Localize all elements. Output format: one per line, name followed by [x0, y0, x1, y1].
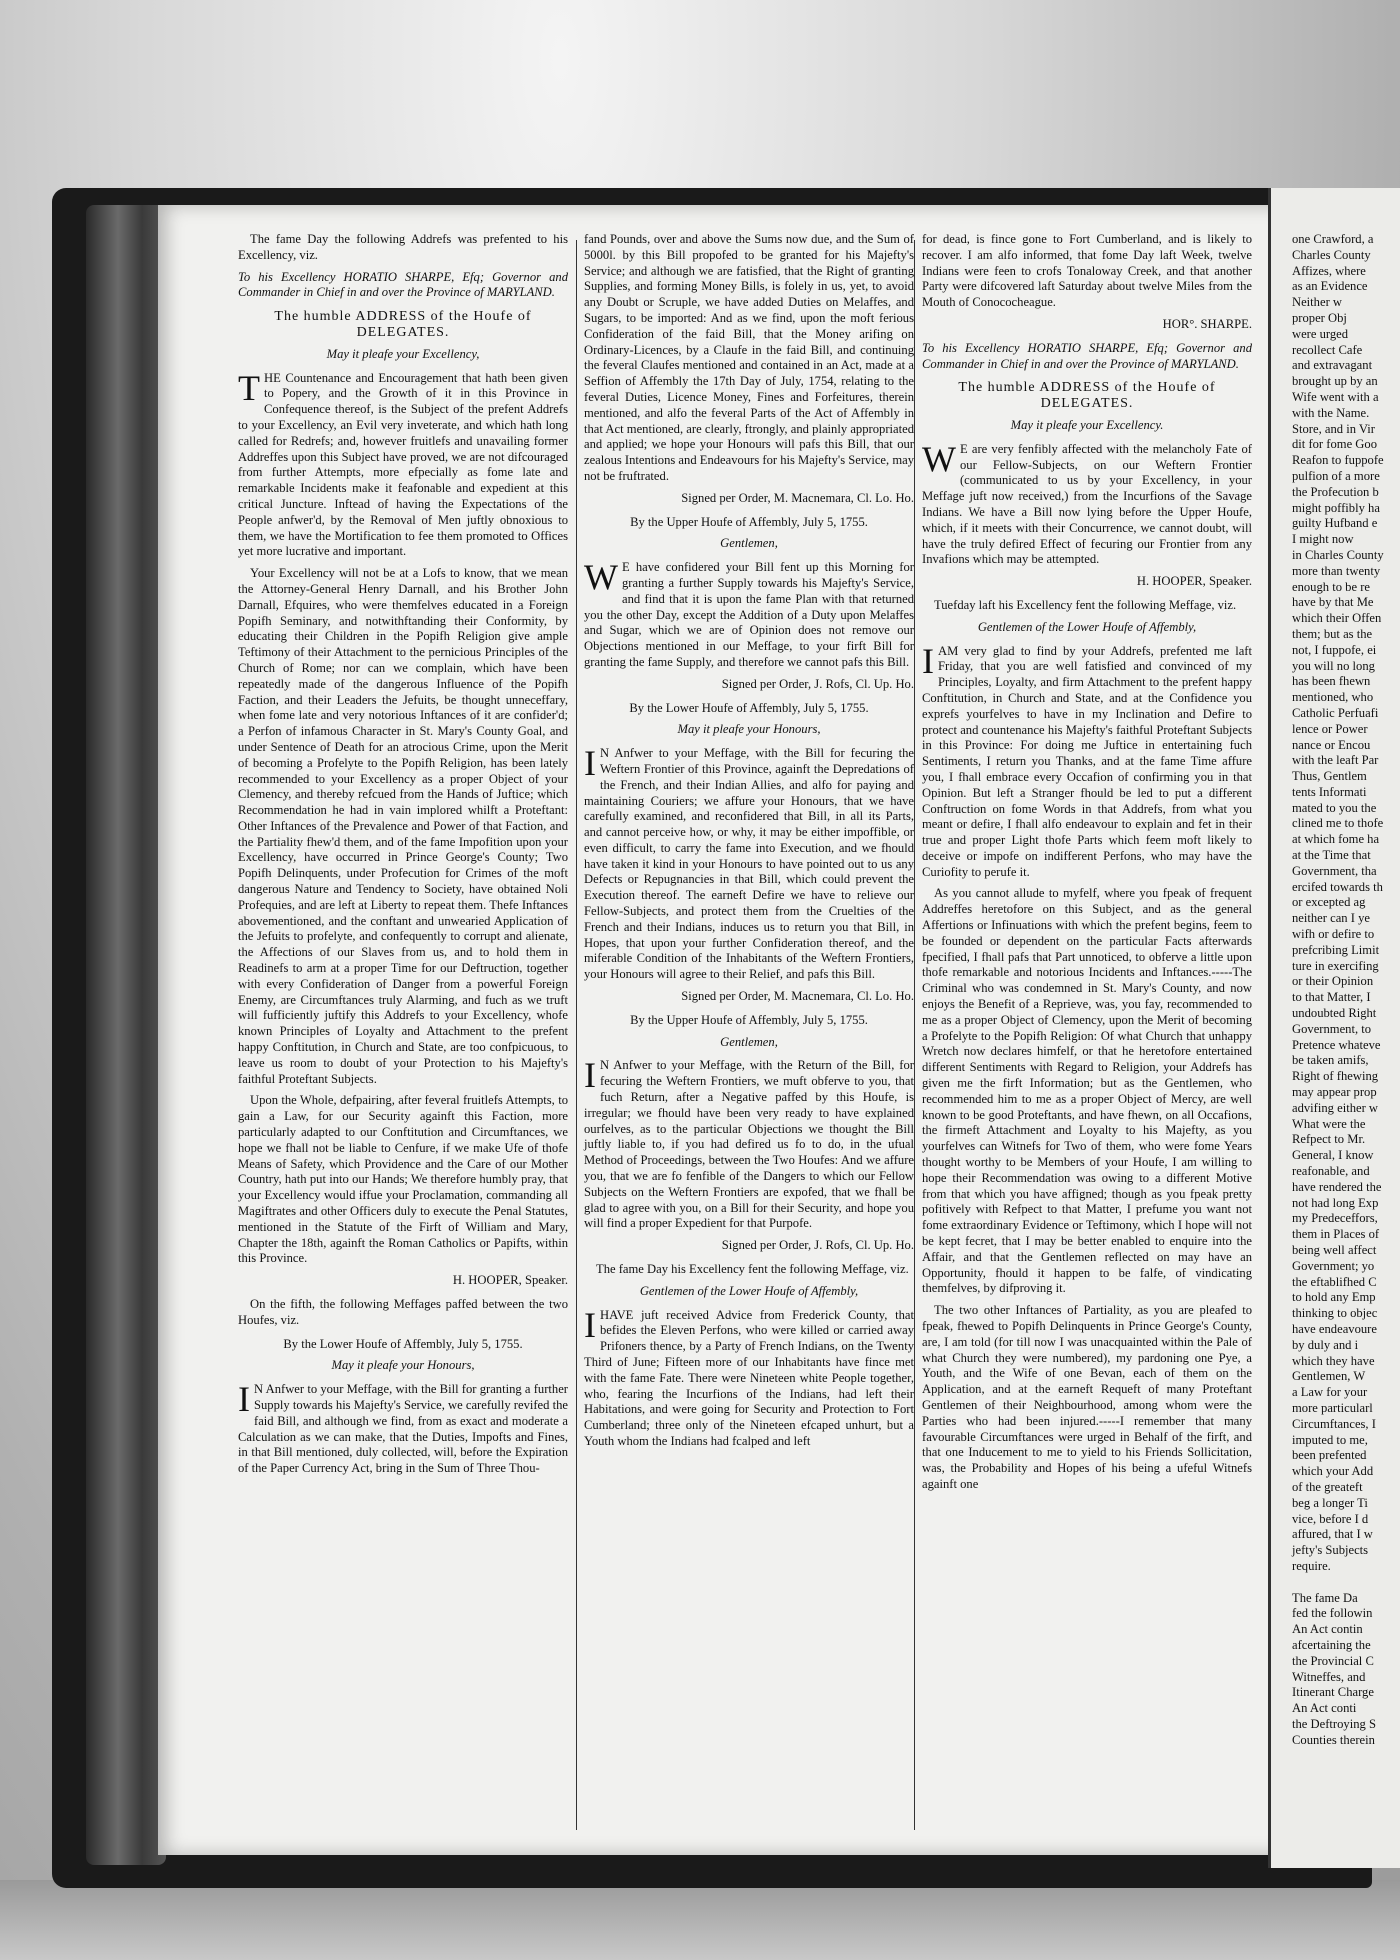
facing-page-line: recollect Cafe: [1292, 342, 1363, 357]
drop-cap: I: [922, 640, 934, 681]
facing-page-line: have by that Me: [1292, 595, 1374, 610]
facing-page-line: ture in exercifing: [1292, 958, 1379, 973]
facing-page-line: Government; yo: [1292, 1258, 1375, 1273]
facing-page-line: Neither w: [1292, 295, 1343, 310]
signature: H. HOOPER, Speaker.: [452, 1273, 568, 1288]
facing-page-line: of the greateft: [1292, 1479, 1363, 1494]
paragraph: I N Anfwer to your Meffage, with the Bill for fecuring the Weftern Frontier of this Province, againft the Depredations of the French, and their Indian Allies, and alfo for paying and maintaining Couriers; we affure your Honours, that we have carefully examined, and reconfidered that Bill, in all its Parts, and cannot perceive how, or why, it may be either impoffible, or even difficult, to carry the fame into Execution, and we fhould have taken it kind in your Honours to have pointed out to us any Defects or Repugnancies in that Bill, which could prevent the Execution thereof. The earneft Defire we have to relieve our Fellow-Subjects, and protect them from the Cruelties of the French and their Indians, induces us to return you that Bill, in Hopes, that upon your further Confideration thereof, and the miferable Condition of the Inhabitants of the Weftern Frontiers, your Honours will agree to their Relief, and pafs this Bill.: [584, 743, 914, 982]
facing-page-line: require.: [1292, 1558, 1331, 1573]
signature: H. HOOPER, Speaker.: [1136, 574, 1252, 589]
drop-cap: I: [584, 1055, 596, 1096]
signature: Signed per Order, M. Macnemara, Cl. Lo. Ho.: [681, 490, 914, 505]
facing-page-line: with the Name.: [1292, 405, 1370, 420]
scan-bottom-shadow: [0, 1880, 1400, 1960]
facing-page-line: or their Opinion: [1292, 974, 1374, 989]
drop-cap: W: [922, 438, 956, 479]
paragraph: Your Excellency will not be at a Lofs to know, that we mean the Attorney-General Henry Darnall, and his Brother John Darnall, Efquires, who were themfelves educated in a Foreign Popifh Seminary, and notwithftanding their Conformity, by educating their Children in the Popifh Religion give ample Teftimony of their Attachment to the pernicious Principles of the Church of Rome; nor can we complain, which have been repeatedly made of the dangerous Influence of the Popifh Faction, and their Leaders the Jefuits, be thought unneceffary, when fome late and very notorious Inftances of it are confider'd; a Perfon of infamous Character in St. Mary's County Goal, and under Sentence of Death for an atrocious Crime, upon the Merit of becoming a Profelyte to the Popifh Religion, has been lately recommended to your Excellency as a proper Object of your Clemency, and thereby refcued from the Hands of Juftice; which Recommendation he had in vain implored whilft a Proteftant: Other Inftances of the Prevalence and Power of that Faction, and the Partiality fhew'd them, and of the fame Impofition upon your Excellency, have occurred in Prince George's County; Two Popifh Delinquents, under Profecution for Crimes of the moft dangerous Nature and Tendency to Society, have obtained Noli Profequies, and are left at Liberty to repeat them. Thefe Inftances abovementioned, and the conftant and unwearied Application of the Jefuits to profelyte, and confequently to corrupt and alienate, the Affections of our Slaves from us, and to hold them in Readinefs to arm at a proper Time for our Deftruction, together with every Confideration of Danger from a powerful Foreign Enemy, are Circumftances truly Alarming, and fuch as we truft will fufficiently juftify this Addrefs to your Excellency, whofe known Principles of Loyalty and Attachment to the prefent happy Conftitution, in Church and State, are too confpicuous, to leave us room to doubt of your Protection to his Majefty's faithful Proteftant Subjects.: [238, 566, 568, 1086]
paragraph: THE Countenance and Encouragement that hath been given to Popery, and the Growth of it in this Province in Confequence thereof, is the Subject of the prefent Addrefs to your Excellency, an Evil very inveterate, and which hath long called for Redrefs; and, however fruitlefs and unavailing former Addreffes upon this Subject have proved, we are not difcouraged from further Attempts, more efpecially as fome late and remarkable Incidents make it feafonable and expedient at this critical Juncture. Inftead of having the Expectations of the People anfwer'd, by the Removal of Men juftly obnoxious to them, we have the Mortification to fee them promoted to Offices yet more lucrative and important.: [238, 367, 568, 559]
facing-page-line: which their Offen: [1292, 611, 1382, 626]
facing-page-line: Catholic Perfuafi: [1292, 705, 1379, 720]
column-3: [922, 232, 1252, 1499]
paragraph: On the fifth, the following Meffages paffed between the two Houfes, viz.: [238, 1297, 568, 1327]
facing-page-line: enough to be re: [1292, 579, 1370, 594]
paragraph: I N Anfwer to your Meffage, with the Return of the Bill, for fecuring the Weftern Frontiers, we muft obferve to you, that fuch Return, after a Negative paffed by this Houfe, is irregular; we fhould have been very ready to have explained ourfelves, as to the particular Objections we thought the Bill juftly liable to, if you had defired us fo to do, in the ufual Method of Proceedings, between the Two Houfes: And we affure you, that we are fo fenfible of the Dangers to which our Fellow Subjects on the Weftern Frontiers are expofed, that we fhall be glad to agree with you, on a Bill for their Security, and hope you will find a proper Expedient for that Purpofe.: [584, 1055, 914, 1231]
facing-page-line: Store, and in Vir: [1292, 421, 1375, 436]
intro-text: The fame Day the following Addrefs was prefented to his Excellency, viz.: [238, 232, 568, 262]
facing-page-line: have rendered the: [1292, 1179, 1382, 1194]
facing-page-line: imputed to me,: [1292, 1432, 1368, 1447]
facing-page-line: tents Informati: [1292, 784, 1367, 799]
salutation: May it pleafe your Honours,: [331, 1358, 475, 1373]
facing-page-line: Government, to: [1292, 1021, 1372, 1036]
facing-page-line: by duly and i: [1292, 1337, 1359, 1352]
facing-page-line: the Provincial C: [1292, 1653, 1374, 1668]
facing-page-line: An Act contin: [1292, 1622, 1363, 1637]
facing-page-line: fed the followin: [1292, 1606, 1373, 1621]
salutation: Gentlemen of the Lower Houfe of Affembly,: [977, 619, 1197, 634]
paragraph: I N Anfwer to your Meffage, with the Bill for granting a further Supply towards his Majefty's Service, we carefully revifed the faid Bill, and although we find, from as exact and moderate a Calculation as we can make, that the Duties, Impofts and Fines, in that Bill mentioned, duly collected, will, before the Expiration of the Paper Currency Act, bring in the Sum of Three Thou-: [238, 1379, 568, 1476]
facing-page-line: prefcribing Limit: [1292, 942, 1380, 957]
salutation: May it pleafe your Excellency,: [326, 346, 480, 361]
address-to-line: To his Excellency HORATIO SHARPE, Efq; Governor and Commander in Chief in and over the Province of MARYLAND.: [922, 340, 1252, 371]
facing-page-line: General, I know: [1292, 1148, 1374, 1163]
facing-page-line: been prefented: [1292, 1448, 1367, 1463]
facing-page-line: neither can I ye: [1292, 911, 1370, 926]
facing-page-line: as an Evidence: [1292, 279, 1368, 294]
facing-page-line: undoubted Right: [1292, 1006, 1377, 1021]
signature: Signed per Order, J. Rofs, Cl. Up. Ho.: [721, 1238, 914, 1253]
salutation: May it pleafe your Excellency.: [1010, 417, 1164, 432]
facing-page-line: lence or Power: [1292, 721, 1368, 736]
facing-page-line: in Charles County: [1292, 547, 1384, 562]
facing-page-line: to hold any Emp: [1292, 1290, 1376, 1305]
facing-page-line: guilty Hufband e: [1292, 516, 1378, 531]
salutation: Gentlemen of the Lower Houfe of Affembly,: [639, 1283, 859, 1298]
drop-cap: T: [238, 367, 260, 408]
signature: HOR°. SHARPE.: [1162, 316, 1252, 331]
facing-page-text: [1292, 232, 1400, 1749]
byline: By the Upper Houfe of Affembly, July 5, 1755.: [630, 1012, 868, 1027]
salutation: May it pleafe your Honours,: [677, 722, 821, 737]
facing-page-line: may appear prop: [1292, 1085, 1377, 1100]
facing-page-line: beg a longer Ti: [1292, 1495, 1368, 1510]
facing-page-line: Government, tha: [1292, 863, 1377, 878]
paragraph: The two other Inftances of Partiality, as you are pleafed to fpeak, fhewed to Popifh Delinquents in Prince George's County, are, I am told (for till now I was unacquainted within the Pale of what Church they were numbered), my pardoning one Pye, a Youth, and the Wife of one Bevan, each of them on the Application, and at the earneft Requeft of many Proteftant Gentlemen of their Neighbourhood, among whom were the Parties who had been injured.-----I remember that many favourable Circumftances were urged in Behalf of the firft, and that one Inducement to me to yield to his Friends Sollicitation, was, the Probability and Hopes of his being a ufeful Witnefs againft one: [922, 1303, 1252, 1491]
facing-page-line: being well affect: [1292, 1243, 1377, 1257]
facing-page-line: or excepted ag: [1292, 895, 1366, 910]
facing-page-line: nance or Encou: [1292, 737, 1371, 752]
facing-page-line: mentioned, who: [1292, 690, 1374, 705]
facing-page-line: to that Matter, I: [1292, 990, 1371, 1005]
facing-page-line: were urged: [1292, 326, 1349, 341]
paragraph: Tuefday laft his Excellency fent the following Meffage, viz.: [934, 597, 1237, 612]
facing-page-line: Right of fhewing: [1292, 1069, 1379, 1084]
column-2: [584, 232, 914, 1456]
facing-page-line: proper Obj: [1292, 310, 1347, 325]
salutation: Gentlemen,: [720, 1034, 778, 1049]
facing-page-line: I might now: [1292, 532, 1354, 547]
facing-page-line: mated to you the: [1292, 800, 1377, 815]
facing-page-line: advifing either w: [1292, 1100, 1379, 1115]
facing-page-line: not, I fuppofe, ei: [1292, 642, 1377, 657]
book-page-edges: [86, 205, 166, 1865]
facing-page-line: has been fhewn: [1292, 674, 1371, 689]
paragraph: IHAVE juft received Advice from Frederick County, that befides the Eleven Perfons, who were killed or carried away Prifoners thence, by a Party of French Indians, on the Twenty Third of June; Fifteen more of our Inhabitants have fince met with the fame Fate. There were Nineteen white People together, who, fearing the Incurfions of the Indians, had left their Habitations, and were going for Security and Protection to Fort Cumberland; three only of the Nineteen efcaped unhurt, but a Youth whom the Indians had fcalped and left: [584, 1304, 914, 1448]
paragraph: fand Pounds, over and above the Sums now due, and the Sum of 5000l. by this Bill propofed to be granted for his Majefty's Service; and although we are fatisfied, that the Right of granting Supplies, and forming Money Bills, is folely in us, yet, to avoid any Doubt or Scruple, we have added Duties on Melaffes, and Sugars, to be imported: And as we find, upon the moft ferious Confideration of the faid Bill, that the Money arifing on Ordinary-Licences, by a Claufe in the faid Bill, and continuing the feveral Claufes mentioned and contained in an Act, made at a Seffion of Affembly the 17th Day of July, 1754, relating to the feveral Duties, Licence Money, Fines and Forfeitures, therein mentioned, and alfo the feveral Parts of the Act of Affembly in that Act mentioned, are clearly, ftrongly, and plainly appropriated and applied; we hope your Honours will pafs this Bill, that our zealous Intentions and Endeavours for his Majefty's Service, may not be fruftrated.: [584, 232, 914, 483]
drop-cap: I: [584, 1304, 596, 1345]
facing-page-line: a Law for your: [1292, 1385, 1368, 1400]
facing-page-line: have endeavoure: [1292, 1321, 1377, 1336]
address-heading: The humble ADDRESS of the Houfe of DELEGATES.: [958, 380, 1216, 412]
facing-page-line: affured, that I w: [1292, 1527, 1373, 1542]
drop-cap: W: [584, 557, 618, 598]
paragraph: W E are very fenfibly affected with the melancholy Fate of our Fellow-Subjects, on our Weftern Frontier (communicated to us by your Excellency, in your Meffage juft now received,) from the Incurfions of the Savage Indians. We have a Bill now lying before the Upper Houfe, which, if it meets with their Concurrence, we cannot doubt, will have the truly defired Effect of fecuring our Frontier from any Invafions which may be attempted.: [922, 438, 1252, 567]
facing-page-line: [1292, 1575, 1400, 1591]
address-heading: The humble ADDRESS of the Houfe of DELEGATES.: [274, 309, 532, 340]
facing-page-line: Counties therein: [1292, 1732, 1375, 1747]
facing-page-line: vice, before I d: [1292, 1511, 1369, 1526]
byline: By the Lower Houfe of Affembly, July 5, 1755.: [283, 1336, 523, 1351]
paragraph: for dead, is fince gone to Fort Cumberland, and is likely to recover. I am alfo informed, that fome Day laft Week, twelve Indians were feen to crofs Tonaloway Creek, and that another Party were difcovered laft Saturday about twelve Miles from the Mouth of Conococheague.: [922, 232, 1252, 310]
facing-page-line: more than twenty: [1292, 563, 1381, 578]
facing-page-line: one Crawford, a: [1292, 232, 1374, 246]
facing-page-line: The fame Da: [1292, 1590, 1358, 1605]
drop-cap: I: [584, 743, 596, 784]
facing-page-line: Pretence whateve: [1292, 1037, 1381, 1052]
facing-page-line: reafonable, and: [1292, 1164, 1370, 1179]
signature: Signed per Order, M. Macnemara, Cl. Lo. Ho.: [681, 989, 914, 1004]
facing-page-line: Charles County: [1292, 247, 1371, 262]
facing-page-line: An Act conti: [1292, 1701, 1357, 1716]
facing-page-line: them in Places of: [1292, 1227, 1380, 1242]
facing-page-line: What were the: [1292, 1116, 1366, 1131]
facing-page-line: Gentlemen, W: [1292, 1369, 1366, 1384]
facing-page-line: the Profecution b: [1292, 484, 1379, 499]
facing-page-line: Affizes, where: [1292, 263, 1366, 278]
facing-page-line: brought up by an: [1292, 374, 1378, 389]
facing-page-line: jefty's Subjects: [1292, 1543, 1369, 1558]
column-rule: [914, 240, 915, 1830]
facing-page-line: more particularl: [1292, 1400, 1373, 1415]
facing-page-line: Witneffes, and: [1292, 1669, 1366, 1684]
paragraph: As you cannot allude to myfelf, where you fpeak of frequent Addreffes heretofore on this Subject, and as the general Affertions or Infinuations with which the prefent begins, feem to be founded or dependent on the particular Facts afterwards fpecified, I fhall pafs that Part unnoticed, to obferve a little upon thofe remarkable and notorious Incidents and Inftances.-----The Criminal who was condemned in St. Mary's County, and now enjoys the Benefit of a Reprieve, was, you fay, recommended to me as a proper Object of Clemency, upon the Merit of becoming a Profelyte to the Popifh Religion: Of what Church that unhappy Wretch now declares himfelf, or that he heretofore entertained different Sentiments with Regard to Religion, your Addrefs has given me the firft Information; but as the Gentlemen, who recommended him to me as a proper Object of Mercy, are well known to be good Proteftants, and have fhewn, on all Occafions, the firmeft Attachment and Loyalty to his Majefty, as you yourfelves can Witnefs for Two of them, who were fome Years thought worthy to be Members of your Houfe, I am willing to hope their Recommendation was owing to a different Motive from that which you have affigned; though as you fpeak pretty pofitively with Refpect to that Matter, I prefume you want not fome extraordinary Evidence or Teftimony, which I hope will not be kept fecret, that I may be better enabled to enquire into the Affair, and that the Gentlemen reflected on may have an Opportunity, fhould it happen to be falfe, of vindicating themfelves, by difproving it.: [922, 886, 1252, 1296]
facing-page-line: Wife went with a: [1292, 389, 1379, 404]
salutation: Gentlemen,: [720, 536, 778, 551]
facing-page-line: at which fome ha: [1292, 832, 1380, 847]
facing-page-line: might poffibly ha: [1292, 500, 1380, 515]
paragraph: W E have confidered your Bill fent up this Morning for granting a further Supply towards his Majefty's Service, and find that it is upon the fame Plan with that returned you the other Day, except the Addition of a Duty upon Melaffes and Sugar, which we are of Opinion does not remove our Objections mentioned in our Meffage, to your firft Bill for granting the fame Supply, and therefore we cannot pafs this Bill.: [584, 557, 914, 669]
facing-page-line: which your Add: [1292, 1464, 1374, 1479]
facing-page-line: and extravagant: [1292, 358, 1373, 373]
facing-page-line: which they have: [1292, 1353, 1375, 1368]
facing-page-line: the Deftroying S: [1292, 1716, 1376, 1731]
facing-page-line: be taken amifs,: [1292, 1053, 1369, 1068]
facing-page-line: pulfion of a more: [1292, 468, 1380, 483]
paragraph: The fame Day his Excellency fent the following Meffage, viz.: [596, 1262, 909, 1277]
facing-page-line: afcertaining the: [1292, 1637, 1371, 1652]
paragraph: IAM very glad to find by your Addrefs, prefented me laft Friday, that you are well fatisfied and convinced of my Principles, Loyalty, and firm Attachment to the prefent happy Conftitution, in Church and State, and at the Confidence you exprefs yourfelves to have in my Inclination and Defire to protect and countenance his Majefty's faithful Proteftant Subjects in this Province: For doing me Juftice in entertaining fuch Sentiments, I return you Thanks, and at the fame Time affure you, I fhall embrace every Occafion of confirming you in that Opinion. But left a Stranger fhould be led to put a different Conftruction on fome Words in that Addrefs, from what you meant or defire, I fhall alfo endeavour to explain and fet in their true and proper Light thofe Parts which feem moft likely to deceive or impofe on indifferent Perfons, who may have the Curiofity to perufe it.: [922, 640, 1252, 879]
facing-page-line: Itinerant Charge: [1292, 1685, 1374, 1700]
facing-page-line: Refpect to Mr.: [1292, 1132, 1366, 1147]
facing-page-line: the eftablifhed C: [1292, 1274, 1377, 1289]
facing-page-line: wifh or defire to: [1292, 927, 1375, 942]
facing-page-line: thinking to objec: [1292, 1306, 1378, 1321]
facing-page-line: you will no long: [1292, 658, 1375, 673]
column-rule: [576, 240, 577, 1830]
facing-page-line: not had long Exp: [1292, 1195, 1379, 1210]
facing-page-line: Thus, Gentlem: [1292, 769, 1367, 784]
facing-page-line: ercifed towards th: [1292, 879, 1383, 894]
byline: By the Upper Houfe of Affembly, July 5, 1755.: [630, 514, 868, 529]
paragraph: Upon the Whole, defpairing, after feveral fruitlefs Attempts, to gain a Law, for our Security againft this Faction, more particularly adapted to our Conftitution and Circumftances, we hope we fhall not be liable to Cenfure, if we make Ufe of thofe Means of Safety, which Providence and the Care of our Mother Country, hath put into our Hands; We therefore humbly pray, that your Excellency would iffue your Proclamation, commanding all Magiftrates and other Officers duly to execute the Penal Statutes, mentioned in the Statute of the Firft of William and Mary, Chapter the 18th, againft the Roman Catholics or Papifts, within this Province.: [238, 1093, 568, 1266]
facing-page-line: at the Time that: [1292, 848, 1371, 863]
facing-page-line: clined me to thofe: [1292, 816, 1384, 831]
byline: By the Lower Houfe of Affembly, July 5, 1755.: [629, 700, 869, 715]
facing-page-line: with the leaft Par: [1292, 753, 1379, 768]
facing-page-line: Reafon to fuppofe: [1292, 453, 1384, 468]
signature: Signed per Order, J. Rofs, Cl. Up. Ho.: [721, 676, 914, 691]
facing-page-line: them; but as the: [1292, 626, 1373, 641]
address-to-line: To his Excellency HORATIO SHARPE, Efq; Governor and Commander in Chief in and over the Province of MARYLAND.: [238, 269, 568, 300]
facing-page-line: dit for fome Goo: [1292, 437, 1377, 452]
drop-cap: I: [238, 1379, 250, 1420]
column-1: [238, 232, 568, 1483]
facing-page-line: my Predeceffors,: [1292, 1211, 1378, 1226]
facing-page-line: Circumftances, I: [1292, 1416, 1376, 1431]
